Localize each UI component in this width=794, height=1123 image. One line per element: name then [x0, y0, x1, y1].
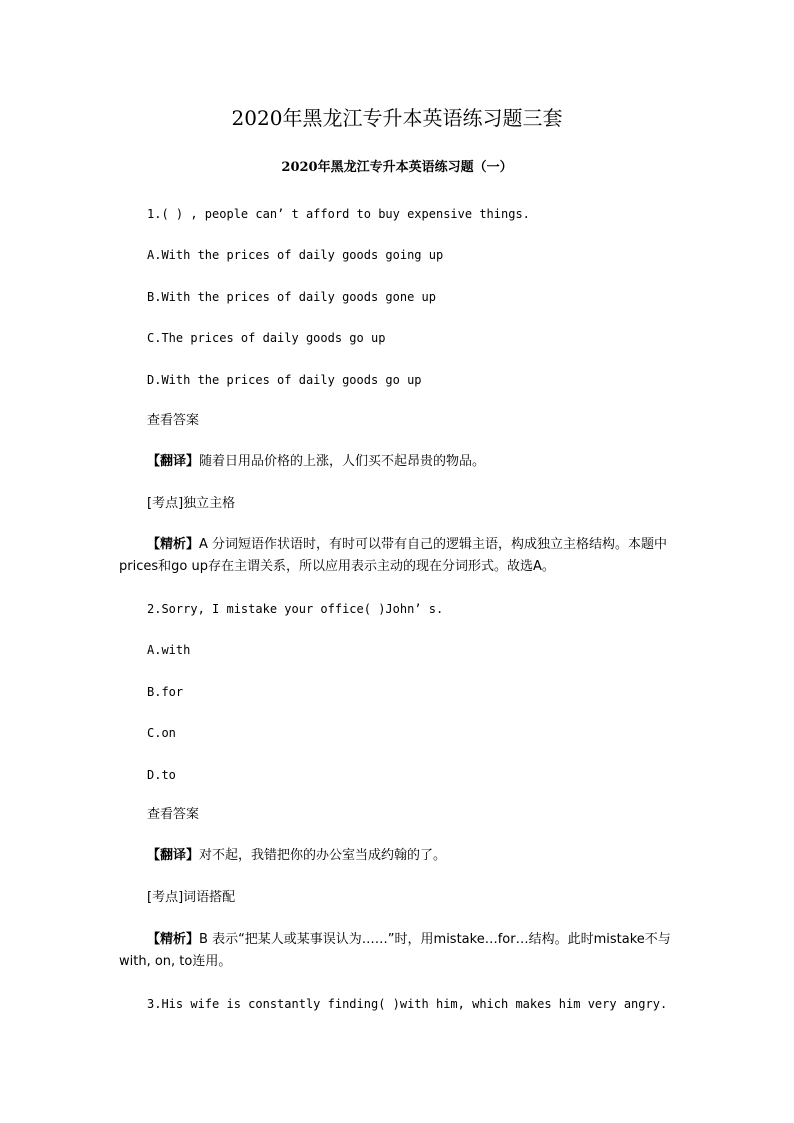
q1-view-answer-link[interactable]: 查看答案 [147, 413, 200, 428]
q1-translation [147, 452, 485, 472]
q2-option-a: A.with [147, 643, 191, 657]
q2-option-b: B.for [147, 685, 184, 699]
q1-option-c: C.The prices of daily goods go up [147, 331, 386, 345]
q1-key-point: [考点]独立主格 [147, 496, 236, 511]
translation-label: 【翻译】 [147, 454, 200, 469]
q1-analysis [119, 534, 679, 578]
q2-option-d: D.to [147, 768, 176, 782]
section-subtitle: 2020年黑龙江专升本英语练习题（一） [281, 160, 513, 175]
translation-text: 对不起，我错把你的办公室当成约翰的了。 [199, 848, 447, 863]
analysis-text: A 分词短语作状语时，有时可以带有自己的逻辑主语，构成独立主格结构。本题中prices和go up存在主谓关系，所以应用表示主动的现在分词形式。故选A。 [119, 537, 668, 574]
question-2: 2.Sorry, I mistake your office( )John’ s. [147, 602, 444, 616]
question-3: 3.His wife is constantly finding( )with him, which makes him very angry. [147, 997, 668, 1011]
translation-label: 【翻译】 [147, 848, 200, 863]
analysis-label: 【精析】 [147, 932, 200, 947]
q1-option-d: D.With the prices of daily goods go up [147, 373, 422, 387]
question-1: 1.( ) , people can’ t afford to buy expensive things. [147, 207, 530, 221]
q2-translation [147, 846, 446, 866]
q2-analysis [119, 929, 679, 973]
q1-option-a: A.With the prices of daily goods going up [147, 248, 444, 262]
q2-key-point: [考点]词语搭配 [147, 890, 236, 905]
q1-option-b: B.With the prices of daily goods gone up [147, 290, 436, 304]
analysis-label: 【精析】 [147, 537, 200, 552]
document-title: 2020年黑龙江专升本英语练习题三套 [231, 106, 563, 130]
analysis-text: B 表示“把某人或某事误认为……”时，用mistake…for…结构。此时mistake不与with, on, to连用。 [119, 932, 671, 969]
translation-text: 随着日用品价格的上涨，人们买不起昂贵的物品。 [199, 454, 486, 469]
q2-view-answer-link[interactable]: 查看答案 [147, 807, 200, 822]
q2-option-c: C.on [147, 726, 176, 740]
